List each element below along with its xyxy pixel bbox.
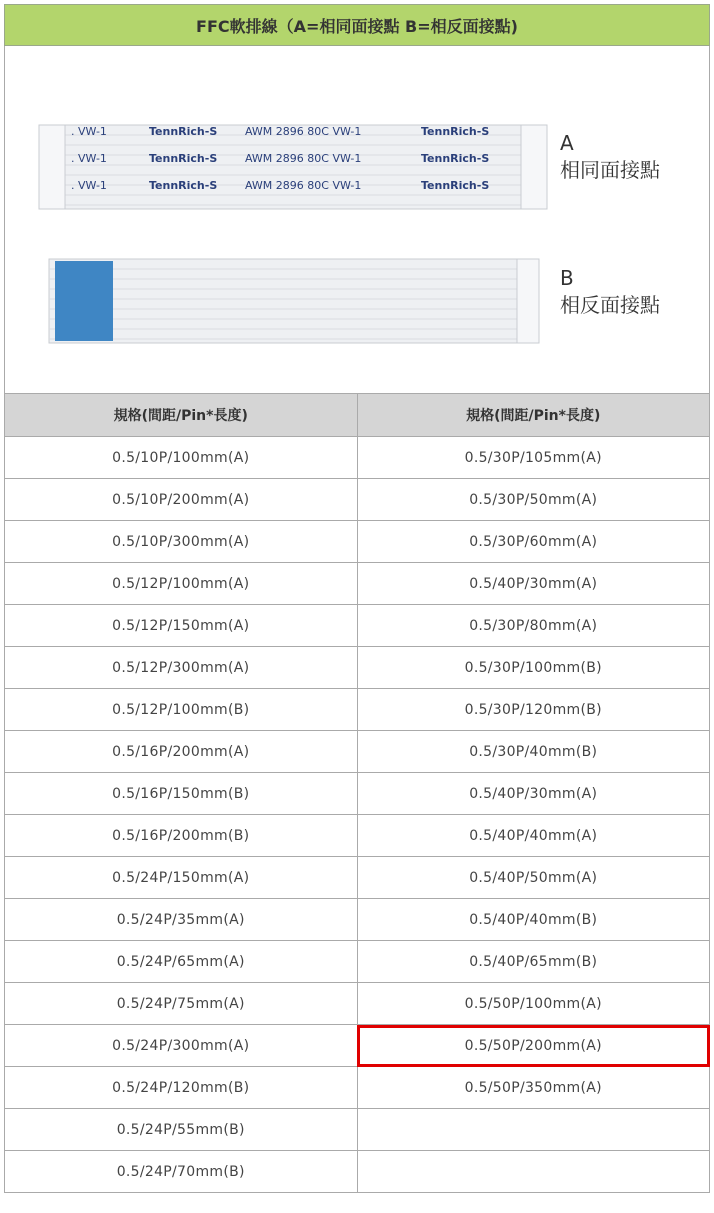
table-row	[5, 1151, 710, 1193]
spec-cell: 0.5/24P/55mm(B)	[5, 1109, 358, 1151]
spec-cell	[357, 1151, 710, 1193]
spec-cell: 0.5/16P/150mm(B)	[5, 773, 358, 815]
spec-table	[4, 393, 710, 1193]
label-a-letter: A	[560, 131, 574, 155]
spec-cell: 0.5/30P/80mm(A)	[357, 605, 710, 647]
spec-cell: 0.5/40P/50mm(A)	[357, 857, 710, 899]
spec-cell: 0.5/24P/70mm(B)	[5, 1151, 358, 1193]
cable-print-text: AWM 2896 80C VW-1	[245, 179, 362, 192]
spec-cell: 0.5/24P/150mm(A)	[5, 857, 358, 899]
cable-print-text: . VW-1	[71, 152, 107, 165]
spec-cell: 0.5/30P/120mm(B)	[357, 689, 710, 731]
spec-cell: 0.5/10P/100mm(A)	[5, 437, 358, 479]
spec-cell: 0.5/12P/300mm(A)	[5, 647, 358, 689]
table-row	[5, 815, 710, 857]
product-spec-panel	[4, 4, 710, 1193]
label-b-letter: B	[560, 266, 574, 290]
cable-print-text: TennRich-S	[149, 152, 218, 165]
table-row	[5, 605, 710, 647]
table-row	[5, 521, 710, 563]
spec-cell-highlighted: 0.5/50P/200mm(A)	[357, 1025, 710, 1067]
cable-print-text: TennRich-S	[421, 152, 490, 165]
table-row	[5, 983, 710, 1025]
spec-cell: 0.5/30P/100mm(B)	[357, 647, 710, 689]
spec-cell: 0.5/30P/60mm(A)	[357, 521, 710, 563]
spec-cell: 0.5/40P/40mm(A)	[357, 815, 710, 857]
table-row	[5, 563, 710, 605]
spec-cell: 0.5/12P/100mm(A)	[5, 563, 358, 605]
label-b	[560, 265, 660, 319]
spec-cell: 0.5/24P/65mm(A)	[5, 941, 358, 983]
label-b-text: 相反面接點	[560, 293, 660, 317]
spec-cell: 0.5/16P/200mm(B)	[5, 815, 358, 857]
ffc-cable-a-image	[37, 123, 549, 213]
label-a-text: 相同面接點	[560, 158, 660, 182]
spec-cell: 0.5/12P/150mm(A)	[5, 605, 358, 647]
spec-cell: 0.5/40P/30mm(A)	[357, 563, 710, 605]
spec-cell: 0.5/10P/300mm(A)	[5, 521, 358, 563]
table-header-row	[5, 394, 710, 437]
spec-cell: 0.5/12P/100mm(B)	[5, 689, 358, 731]
spec-cell	[357, 1109, 710, 1151]
column-header: 規格(間距/Pin*長度)	[357, 394, 710, 437]
table-row	[5, 647, 710, 689]
spec-cell: 0.5/24P/120mm(B)	[5, 1067, 358, 1109]
spec-cell: 0.5/40P/40mm(B)	[357, 899, 710, 941]
spec-cell: 0.5/30P/40mm(B)	[357, 731, 710, 773]
spec-cell: 0.5/50P/100mm(A)	[357, 983, 710, 1025]
label-a	[560, 130, 660, 184]
cable-print-text: . VW-1	[71, 125, 107, 138]
spec-cell: 0.5/50P/350mm(A)	[357, 1067, 710, 1109]
spec-cell: 0.5/24P/35mm(A)	[5, 899, 358, 941]
cable-print-text: AWM 2896 80C VW-1	[245, 125, 362, 138]
cable-print-text: AWM 2896 80C VW-1	[245, 152, 362, 165]
product-image-area	[4, 46, 710, 393]
spec-cell: 0.5/40P/30mm(A)	[357, 773, 710, 815]
table-row	[5, 857, 710, 899]
column-header: 規格(間距/Pin*長度)	[5, 394, 358, 437]
cable-print-text: TennRich-S	[149, 179, 218, 192]
spec-cell: 0.5/30P/50mm(A)	[357, 479, 710, 521]
cable-print-text: TennRich-S	[421, 125, 490, 138]
cable-print-text: TennRich-S	[421, 179, 490, 192]
spec-cell: 0.5/24P/300mm(A)	[5, 1025, 358, 1067]
table-row	[5, 731, 710, 773]
table-row	[5, 1025, 710, 1067]
table-row	[5, 1109, 710, 1151]
ffc-cable-b-image	[47, 257, 541, 347]
page-title: FFC軟排線（A=相同面接點 B=相反面接點)	[4, 4, 710, 46]
spec-cell: 0.5/10P/200mm(A)	[5, 479, 358, 521]
table-row	[5, 689, 710, 731]
table-row	[5, 899, 710, 941]
spec-cell: 0.5/24P/75mm(A)	[5, 983, 358, 1025]
cable-print-text: TennRich-S	[149, 125, 218, 138]
spec-cell: 0.5/16P/200mm(A)	[5, 731, 358, 773]
spec-cell: 0.5/30P/105mm(A)	[357, 437, 710, 479]
table-row	[5, 773, 710, 815]
table-row	[5, 437, 710, 479]
spec-cell: 0.5/40P/65mm(B)	[357, 941, 710, 983]
table-row	[5, 479, 710, 521]
table-row	[5, 941, 710, 983]
spec-table-body	[5, 437, 710, 1193]
table-row	[5, 1067, 710, 1109]
cable-print-text: . VW-1	[71, 179, 107, 192]
